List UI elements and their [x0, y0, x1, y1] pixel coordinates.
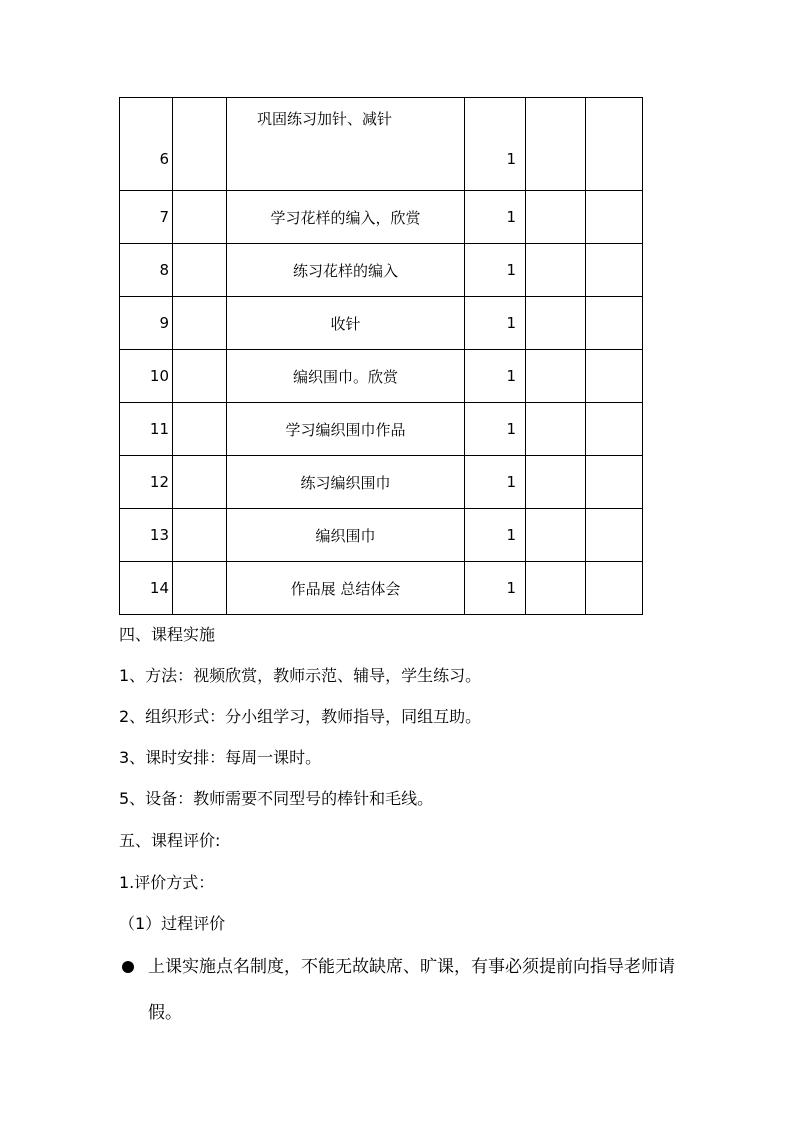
lesson-hours: 1 — [506, 261, 516, 279]
lesson-topic-cell — [227, 456, 465, 509]
implementation-item-organization: 2、组织形式：分小组学习，教师指导，同组互助。 — [119, 707, 482, 726]
empty-cell — [526, 562, 586, 615]
lesson-hours: 1 — [506, 367, 516, 385]
empty-cell — [173, 562, 227, 615]
implementation-item-schedule: 3、课时安排：每周一课时。 — [119, 748, 322, 767]
empty-cell — [586, 297, 643, 350]
lesson-hours-cell — [465, 191, 526, 244]
table-row — [120, 297, 643, 350]
lesson-hours-cell — [465, 562, 526, 615]
empty-cell — [526, 350, 586, 403]
lesson-hours: 1 — [506, 473, 516, 491]
lesson-topic: 巩固练习加针、减针 — [257, 110, 393, 128]
lesson-topic: 编织围巾 — [315, 526, 376, 545]
lesson-topic: 学习编织围巾作品 — [285, 420, 406, 439]
section-heading-implementation: 四、课程实施 — [119, 625, 216, 644]
lesson-number-cell — [120, 509, 173, 562]
evaluation-method-label: 1.评价方式： — [119, 873, 215, 892]
empty-cell — [173, 244, 227, 297]
empty-cell — [526, 244, 586, 297]
empty-cell — [586, 244, 643, 297]
empty-cell — [586, 98, 643, 191]
section-heading-evaluation: 五、课程评价: — [119, 831, 221, 850]
empty-cell — [586, 191, 643, 244]
lesson-number-cell — [120, 456, 173, 509]
lesson-topic: 学习花样的编入，欣赏 — [270, 208, 421, 227]
empty-cell — [526, 98, 586, 191]
lesson-number: 8 — [159, 261, 169, 279]
lesson-number-cell — [120, 297, 173, 350]
lesson-hours: 1 — [506, 579, 516, 597]
lesson-hours: 1 — [506, 526, 516, 544]
empty-cell — [173, 191, 227, 244]
lesson-number: 13 — [149, 526, 169, 544]
empty-cell — [526, 403, 586, 456]
attendance-rule-text: 上课实施点名制度，不能无故缺席、旷课，有事必须提前向指导老师请假。 — [148, 957, 675, 1023]
table-row — [120, 509, 643, 562]
lesson-topic: 编织围巾。欣赏 — [292, 367, 398, 386]
lesson-number: 14 — [149, 579, 169, 597]
lesson-number: 12 — [149, 473, 169, 491]
lesson-hours-cell — [465, 98, 526, 191]
lesson-hours: 1 — [506, 150, 516, 168]
lesson-number-cell — [120, 562, 173, 615]
lesson-topic-cell — [227, 350, 465, 403]
empty-cell — [173, 456, 227, 509]
lesson-topic-cell — [227, 244, 465, 297]
table-row — [120, 98, 643, 191]
empty-cell — [586, 456, 643, 509]
bullet-dot-icon — [122, 961, 134, 973]
table-row — [120, 456, 643, 509]
empty-cell — [526, 191, 586, 244]
lesson-number-cell — [120, 350, 173, 403]
empty-cell — [526, 297, 586, 350]
empty-cell — [526, 456, 586, 509]
lesson-number-cell — [120, 244, 173, 297]
lesson-hours: 1 — [506, 420, 516, 438]
table-row — [120, 562, 643, 615]
lesson-number: 6 — [159, 150, 169, 168]
lesson-topic: 练习编织围巾 — [300, 473, 391, 492]
lesson-hours: 1 — [506, 208, 516, 226]
empty-cell — [173, 297, 227, 350]
empty-cell — [173, 350, 227, 403]
empty-cell — [586, 350, 643, 403]
lesson-topic-cell — [227, 297, 465, 350]
empty-cell — [173, 98, 227, 191]
lesson-number: 11 — [149, 420, 169, 438]
lesson-topic-cell — [227, 98, 465, 191]
lesson-hours-cell — [465, 244, 526, 297]
empty-cell — [526, 509, 586, 562]
empty-cell — [173, 403, 227, 456]
lesson-hours-cell — [465, 509, 526, 562]
empty-cell — [173, 509, 227, 562]
lesson-hours-cell — [465, 350, 526, 403]
lesson-topic: 收针 — [330, 314, 361, 333]
empty-cell — [586, 509, 643, 562]
table-row — [120, 403, 643, 456]
lesson-number-cell — [120, 98, 173, 191]
course-schedule-table — [119, 97, 643, 615]
table-row — [120, 191, 643, 244]
empty-cell — [586, 403, 643, 456]
lesson-topic-cell — [227, 509, 465, 562]
lesson-number-cell — [120, 191, 173, 244]
table-row — [120, 350, 643, 403]
lesson-hours-cell — [465, 297, 526, 350]
lesson-topic-cell — [227, 403, 465, 456]
empty-cell — [586, 562, 643, 615]
lesson-number-cell — [120, 403, 173, 456]
lesson-topic: 作品展 总结体会 — [290, 579, 401, 598]
lesson-topic: 练习花样的编入 — [292, 261, 398, 280]
lesson-number: 10 — [149, 367, 169, 385]
lesson-hours-cell — [465, 403, 526, 456]
implementation-item-equipment: 5、设备：教师需要不同型号的棒针和毛线。 — [119, 789, 434, 808]
lesson-topic-cell — [227, 562, 465, 615]
lesson-topic-cell — [227, 191, 465, 244]
process-evaluation-label: （1）过程评价 — [119, 914, 226, 933]
lesson-number: 9 — [159, 314, 169, 332]
lesson-number: 7 — [159, 208, 169, 226]
lesson-hours-cell — [465, 456, 526, 509]
table-row — [120, 244, 643, 297]
lesson-hours: 1 — [506, 314, 516, 332]
implementation-item-method: 1、方法：视频欣赏，教师示范、辅导，学生练习。 — [119, 666, 482, 685]
